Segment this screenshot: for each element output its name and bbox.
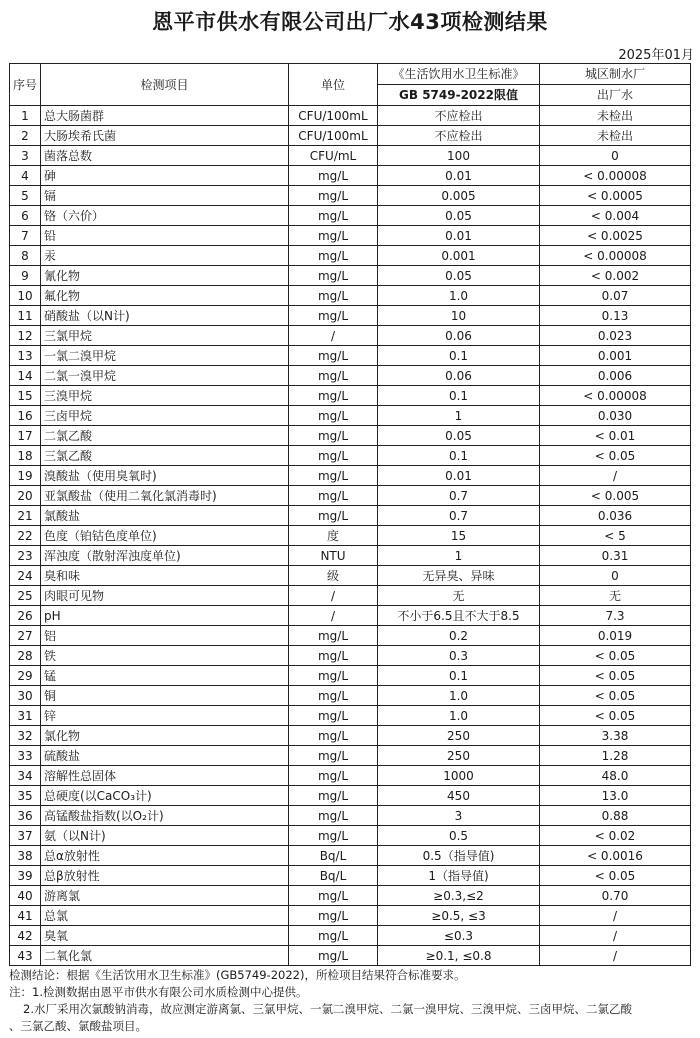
row-number: 9 <box>10 266 41 286</box>
table-row <box>10 646 691 666</box>
row-result: < 0.05 <box>540 646 691 666</box>
row-unit: mg/L <box>289 246 378 266</box>
row-item: 氯化物 <box>41 726 289 746</box>
row-number: 33 <box>10 746 41 766</box>
row-unit: mg/L <box>289 706 378 726</box>
row-number: 2 <box>10 126 41 146</box>
row-item: 三卤甲烷 <box>41 406 289 426</box>
row-unit: mg/L <box>289 786 378 806</box>
row-limit: 0.05 <box>378 206 540 226</box>
row-number: 36 <box>10 806 41 826</box>
row-result: 0.13 <box>540 306 691 326</box>
header-no: 序号 <box>10 64 41 106</box>
row-limit: 1 <box>378 406 540 426</box>
row-number: 40 <box>10 886 41 906</box>
row-limit: 0.1 <box>378 666 540 686</box>
row-result: < 0.02 <box>540 826 691 846</box>
row-limit: 无 <box>378 586 540 606</box>
row-unit: mg/L <box>289 266 378 286</box>
row-limit: 不应检出 <box>378 106 540 126</box>
row-item: 铬（六价） <box>41 206 289 226</box>
row-unit: NTU <box>289 546 378 566</box>
row-limit: 0.5 <box>378 826 540 846</box>
row-item: 三溴甲烷 <box>41 386 289 406</box>
row-unit: mg/L <box>289 906 378 926</box>
table-body <box>10 106 691 966</box>
row-item: 硝酸盐（以N计) <box>41 306 289 326</box>
row-result: < 0.05 <box>540 706 691 726</box>
row-limit: 0.1 <box>378 446 540 466</box>
table-row <box>10 326 691 346</box>
row-limit: 250 <box>378 746 540 766</box>
row-result: / <box>540 466 691 486</box>
header-standard: 《生活饮用水卫生标准》 <box>378 64 540 85</box>
row-number: 11 <box>10 306 41 326</box>
row-item: 亚氯酸盐（使用二氧化氯消毒时) <box>41 486 289 506</box>
row-limit: 0.06 <box>378 366 540 386</box>
row-number: 41 <box>10 906 41 926</box>
row-unit: mg/L <box>289 666 378 686</box>
header-plant: 城区制水厂 <box>540 64 691 85</box>
row-unit: mg/L <box>289 186 378 206</box>
row-result: 0.036 <box>540 506 691 526</box>
row-result: 0.70 <box>540 886 691 906</box>
row-number: 8 <box>10 246 41 266</box>
row-limit: ≥0.1, ≤0.8 <box>378 946 540 966</box>
row-item: 锰 <box>41 666 289 686</box>
row-unit: mg/L <box>289 806 378 826</box>
row-number: 24 <box>10 566 41 586</box>
row-limit: 15 <box>378 526 540 546</box>
row-limit: 无异臭、异味 <box>378 566 540 586</box>
row-result: 0.88 <box>540 806 691 826</box>
footer-notes <box>9 967 690 1035</box>
row-result: 未检出 <box>540 106 691 126</box>
table-row <box>10 386 691 406</box>
row-limit: ≤0.3 <box>378 926 540 946</box>
row-number: 6 <box>10 206 41 226</box>
row-result: 0 <box>540 566 691 586</box>
row-item: 总大肠菌群 <box>41 106 289 126</box>
row-item: 浑浊度（散射浑浊度单位) <box>41 546 289 566</box>
row-number: 23 <box>10 546 41 566</box>
row-limit: 0.7 <box>378 506 540 526</box>
row-result: / <box>540 946 691 966</box>
table-row <box>10 946 691 966</box>
row-result: 48.0 <box>540 766 691 786</box>
row-unit: mg/L <box>289 486 378 506</box>
table-row <box>10 506 691 526</box>
row-number: 32 <box>10 726 41 746</box>
table-row <box>10 726 691 746</box>
row-item: 汞 <box>41 246 289 266</box>
row-result: 0.001 <box>540 346 691 366</box>
row-limit: 0.7 <box>378 486 540 506</box>
row-result: 1.28 <box>540 746 691 766</box>
row-item: 总硬度(以CaCO₃计) <box>41 786 289 806</box>
row-unit: / <box>289 326 378 346</box>
row-unit: / <box>289 586 378 606</box>
table-row <box>10 206 691 226</box>
row-unit: mg/L <box>289 166 378 186</box>
row-number: 28 <box>10 646 41 666</box>
row-limit: 1（指导值) <box>378 866 540 886</box>
row-number: 17 <box>10 426 41 446</box>
row-limit: 不小于6.5且不大于8.5 <box>378 606 540 626</box>
row-limit: 0.001 <box>378 246 540 266</box>
note-2: 2.水厂采用次氯酸钠消毒，故应测定游离氯、三氯甲烷、一氯二溴甲烷、二氯一溴甲烷、三溴甲烷、三卤甲烷、二氯乙酸 <box>23 1002 632 1016</box>
row-limit: 10 <box>378 306 540 326</box>
row-result: < 0.05 <box>540 686 691 706</box>
table-row <box>10 866 691 886</box>
row-unit: mg/L <box>289 426 378 446</box>
row-item: 氨（以N计) <box>41 826 289 846</box>
row-result: 13.0 <box>540 786 691 806</box>
row-unit: mg/L <box>289 446 378 466</box>
table-row <box>10 606 691 626</box>
row-limit: 1.0 <box>378 286 540 306</box>
row-limit: 0.01 <box>378 166 540 186</box>
row-item: 二氧化氯 <box>41 946 289 966</box>
row-number: 35 <box>10 786 41 806</box>
row-number: 18 <box>10 446 41 466</box>
row-number: 4 <box>10 166 41 186</box>
table-row <box>10 106 691 126</box>
row-result: 无 <box>540 586 691 606</box>
row-number: 29 <box>10 666 41 686</box>
row-result: 0.006 <box>540 366 691 386</box>
row-unit: mg/L <box>289 206 378 226</box>
table-row <box>10 306 691 326</box>
table-row <box>10 826 691 846</box>
row-unit: Bq/L <box>289 866 378 886</box>
row-unit: CFU/100mL <box>289 126 378 146</box>
table-row <box>10 846 691 866</box>
row-number: 3 <box>10 146 41 166</box>
table-row <box>10 226 691 246</box>
row-unit: mg/L <box>289 686 378 706</box>
row-item: 菌落总数 <box>41 146 289 166</box>
row-limit: 0.005 <box>378 186 540 206</box>
table-row <box>10 146 691 166</box>
table-row <box>10 626 691 646</box>
row-item: 臭氧 <box>41 926 289 946</box>
row-result: < 0.005 <box>540 486 691 506</box>
row-result: 0.030 <box>540 406 691 426</box>
table-row <box>10 486 691 506</box>
row-unit: Bq/L <box>289 846 378 866</box>
row-result: < 0.0016 <box>540 846 691 866</box>
results-table <box>9 63 691 966</box>
table-row <box>10 446 691 466</box>
row-number: 5 <box>10 186 41 206</box>
table-row <box>10 766 691 786</box>
row-result: 7.3 <box>540 606 691 626</box>
header-item: 检测项目 <box>41 64 289 106</box>
row-number: 12 <box>10 326 41 346</box>
row-unit: mg/L <box>289 406 378 426</box>
row-unit: mg/L <box>289 946 378 966</box>
row-item: 大肠埃希氏菌 <box>41 126 289 146</box>
row-unit: mg/L <box>289 646 378 666</box>
row-unit: mg/L <box>289 726 378 746</box>
row-unit: mg/L <box>289 286 378 306</box>
note-2-continued: 、三氯乙酸、氯酸盐项目。 <box>9 1019 147 1033</box>
row-result: 0.023 <box>540 326 691 346</box>
row-item: 总氯 <box>41 906 289 926</box>
row-number: 10 <box>10 286 41 306</box>
row-result: < 0.05 <box>540 666 691 686</box>
row-number: 22 <box>10 526 41 546</box>
row-limit: 250 <box>378 726 540 746</box>
row-unit: mg/L <box>289 386 378 406</box>
row-result: 0.019 <box>540 626 691 646</box>
row-unit: mg/L <box>289 466 378 486</box>
table-row <box>10 366 691 386</box>
row-unit: mg/L <box>289 746 378 766</box>
row-number: 13 <box>10 346 41 366</box>
row-number: 7 <box>10 226 41 246</box>
row-number: 31 <box>10 706 41 726</box>
row-result: < 0.002 <box>540 266 691 286</box>
row-limit: 0.5（指导值) <box>378 846 540 866</box>
row-result: 3.38 <box>540 726 691 746</box>
row-item: 色度（铂钴色度单位) <box>41 526 289 546</box>
table-row <box>10 686 691 706</box>
row-item: 铝 <box>41 626 289 646</box>
table-row <box>10 906 691 926</box>
table-row <box>10 666 691 686</box>
row-result: < 0.0005 <box>540 186 691 206</box>
report-date: 2025年01月 <box>618 48 694 63</box>
page-title: 恩平市供水有限公司出厂水43项检测结果 <box>152 10 548 34</box>
row-limit: 1.0 <box>378 686 540 706</box>
row-unit: mg/L <box>289 226 378 246</box>
table-row <box>10 166 691 186</box>
row-result: < 0.00008 <box>540 386 691 406</box>
row-item: 高锰酸盐指数(以O₂计) <box>41 806 289 826</box>
row-item: 氰化物 <box>41 266 289 286</box>
row-limit: 0.05 <box>378 426 540 446</box>
note-1: 注：1.检测数据由恩平市供水有限公司水质检测中心提供。 <box>9 985 308 999</box>
row-unit: CFU/mL <box>289 146 378 166</box>
row-result: 0.31 <box>540 546 691 566</box>
row-item: 铁 <box>41 646 289 666</box>
row-limit: 0.01 <box>378 226 540 246</box>
row-unit: mg/L <box>289 926 378 946</box>
row-unit: mg/L <box>289 506 378 526</box>
table-row <box>10 186 691 206</box>
row-result: < 0.00008 <box>540 246 691 266</box>
row-number: 19 <box>10 466 41 486</box>
row-result: < 0.05 <box>540 866 691 886</box>
row-item: 总β放射性 <box>41 866 289 886</box>
table-row <box>10 266 691 286</box>
row-item: 氯酸盐 <box>41 506 289 526</box>
row-item: 氟化物 <box>41 286 289 306</box>
row-result: / <box>540 926 691 946</box>
row-unit: mg/L <box>289 346 378 366</box>
row-unit: mg/L <box>289 626 378 646</box>
row-item: 游离氯 <box>41 886 289 906</box>
row-limit: 0.3 <box>378 646 540 666</box>
row-item: 铅 <box>41 226 289 246</box>
table-row <box>10 426 691 446</box>
row-item: 三氯甲烷 <box>41 326 289 346</box>
row-unit: CFU/100mL <box>289 106 378 126</box>
table-row <box>10 706 691 726</box>
row-item: 镉 <box>41 186 289 206</box>
row-item: 二氯一溴甲烷 <box>41 366 289 386</box>
row-number: 34 <box>10 766 41 786</box>
row-number: 30 <box>10 686 41 706</box>
table-row <box>10 126 691 146</box>
row-limit: 1000 <box>378 766 540 786</box>
row-result: 0.07 <box>540 286 691 306</box>
row-number: 21 <box>10 506 41 526</box>
row-result: < 5 <box>540 526 691 546</box>
row-number: 42 <box>10 926 41 946</box>
row-result: < 0.05 <box>540 446 691 466</box>
row-limit: 0.05 <box>378 266 540 286</box>
table-row <box>10 926 691 946</box>
table-row <box>10 526 691 546</box>
row-number: 27 <box>10 626 41 646</box>
table-row <box>10 566 691 586</box>
row-unit: mg/L <box>289 306 378 326</box>
table-row <box>10 406 691 426</box>
row-item: 溴酸盐（使用臭氧时) <box>41 466 289 486</box>
header-plant-water: 出厂水 <box>540 85 691 106</box>
row-number: 15 <box>10 386 41 406</box>
row-limit: 0.2 <box>378 626 540 646</box>
row-item: 铜 <box>41 686 289 706</box>
row-number: 39 <box>10 866 41 886</box>
row-unit: mg/L <box>289 886 378 906</box>
table-row <box>10 886 691 906</box>
row-limit: 3 <box>378 806 540 826</box>
row-limit: 450 <box>378 786 540 806</box>
row-number: 25 <box>10 586 41 606</box>
row-limit: ≥0.5, ≤3 <box>378 906 540 926</box>
row-result: / <box>540 906 691 926</box>
table-row <box>10 466 691 486</box>
row-limit: 0.1 <box>378 346 540 366</box>
row-result: 0 <box>540 146 691 166</box>
row-limit: 1 <box>378 546 540 566</box>
row-number: 16 <box>10 406 41 426</box>
row-limit: 0.06 <box>378 326 540 346</box>
row-item: pH <box>41 606 289 626</box>
row-item: 臭和味 <box>41 566 289 586</box>
row-limit: ≥0.3,≤2 <box>378 886 540 906</box>
row-result: < 0.01 <box>540 426 691 446</box>
conclusion-text: 检测结论：根据《生活饮用水卫生标准》(GB5749-2022)，所检项目结果符合标准要求。 <box>9 968 466 982</box>
table-row <box>10 746 691 766</box>
header-standard-limit: GB 5749-2022限值 <box>378 85 540 106</box>
row-item: 肉眼可见物 <box>41 586 289 606</box>
row-limit: 100 <box>378 146 540 166</box>
table-row <box>10 286 691 306</box>
row-number: 20 <box>10 486 41 506</box>
row-item: 一氯二溴甲烷 <box>41 346 289 366</box>
row-item: 二氯乙酸 <box>41 426 289 446</box>
row-item: 溶解性总固体 <box>41 766 289 786</box>
table-header <box>10 64 691 106</box>
row-number: 26 <box>10 606 41 626</box>
row-item: 锌 <box>41 706 289 726</box>
row-number: 38 <box>10 846 41 866</box>
table-row <box>10 586 691 606</box>
row-item: 总α放射性 <box>41 846 289 866</box>
row-item: 硫酸盐 <box>41 746 289 766</box>
row-item: 三氯乙酸 <box>41 446 289 466</box>
row-result: < 0.00008 <box>540 166 691 186</box>
row-number: 14 <box>10 366 41 386</box>
row-unit: mg/L <box>289 766 378 786</box>
header-unit: 单位 <box>289 64 378 106</box>
row-number: 1 <box>10 106 41 126</box>
row-limit: 0.1 <box>378 386 540 406</box>
table-row <box>10 346 691 366</box>
row-unit: 级 <box>289 566 378 586</box>
row-number: 43 <box>10 946 41 966</box>
row-unit: / <box>289 606 378 626</box>
table-row <box>10 246 691 266</box>
table-row <box>10 546 691 566</box>
row-limit: 1.0 <box>378 706 540 726</box>
table-row <box>10 806 691 826</box>
table-row <box>10 786 691 806</box>
row-number: 37 <box>10 826 41 846</box>
row-result: < 0.004 <box>540 206 691 226</box>
row-unit: mg/L <box>289 366 378 386</box>
row-result: < 0.0025 <box>540 226 691 246</box>
row-result: 未检出 <box>540 126 691 146</box>
row-limit: 0.01 <box>378 466 540 486</box>
row-item: 砷 <box>41 166 289 186</box>
row-limit: 不应检出 <box>378 126 540 146</box>
row-unit: mg/L <box>289 826 378 846</box>
row-unit: 度 <box>289 526 378 546</box>
